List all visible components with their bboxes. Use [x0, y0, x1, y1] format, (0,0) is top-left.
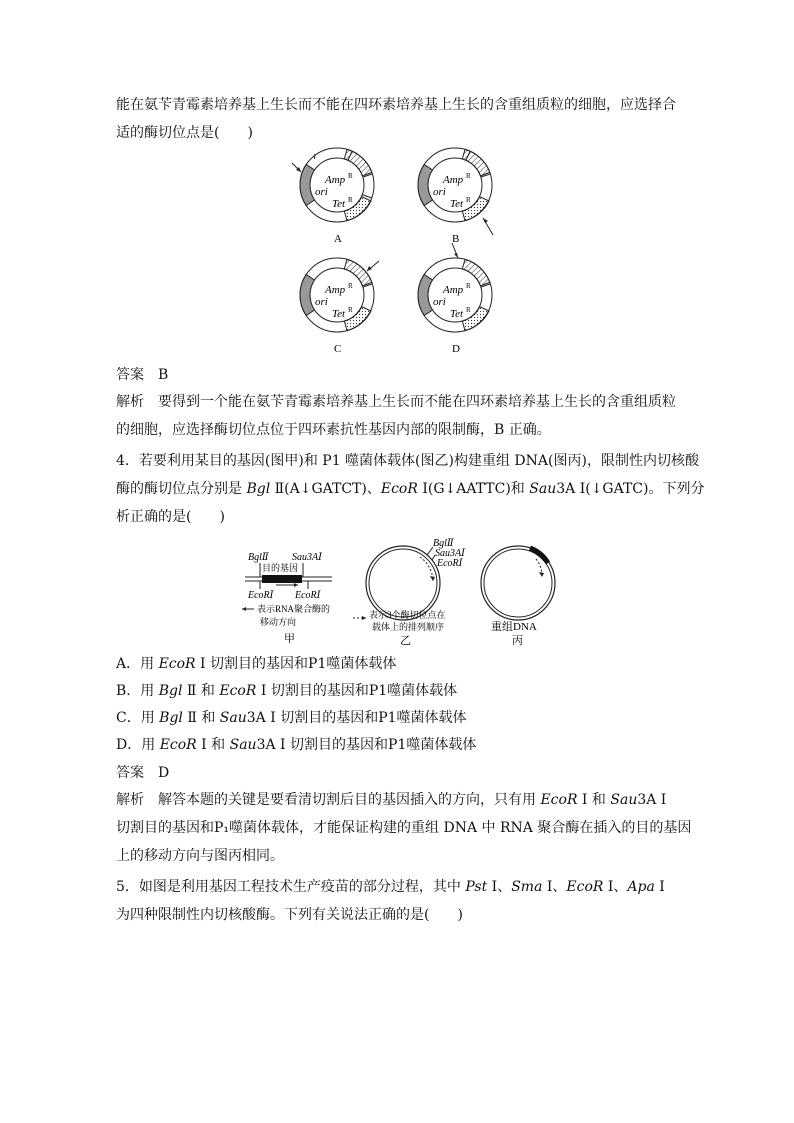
plasmid-d	[418, 243, 492, 332]
amp-label: Amp	[325, 174, 346, 186]
q3-analysis-line2: 的细胞，应选择酶切位点位于四环素抗性基因内部的限制酶，B 正确。	[116, 422, 551, 438]
svg-text:R: R	[466, 196, 471, 204]
plasmid-a	[292, 148, 374, 222]
svg-text:丙: 丙	[512, 635, 523, 647]
svg-text:R: R	[348, 306, 353, 314]
svg-text:EcoRⅠ: EcoRⅠ	[437, 558, 463, 569]
svg-text:R: R	[466, 172, 471, 180]
svg-text:Sau3AⅠ: Sau3AⅠ	[435, 548, 466, 559]
q4-option-d[interactable]: D．用 EcoR Ⅰ 和 Sau3A Ⅰ 切割目的基因和P1噬菌体载体	[116, 737, 477, 753]
svg-text:ori: ori	[433, 186, 446, 198]
q4-option-a[interactable]: A．用 EcoR Ⅰ 切割目的基因和P1噬菌体载体	[116, 656, 397, 672]
tet-label: Tet	[332, 198, 346, 210]
tet-sup: R	[348, 196, 353, 204]
svg-text:Amp: Amp	[443, 284, 464, 296]
svg-text:甲: 甲	[284, 633, 295, 645]
q4-analysis-line3: 上的移动方向与图丙相同。	[116, 848, 284, 864]
q5-stem-line2: 为四种限制性内切核酸酶。下列有关说法正确的是( )	[116, 907, 463, 923]
caption-a: A	[334, 233, 342, 245]
svg-text:R: R	[466, 282, 471, 290]
svg-text:表示3个酶切位点在: 表示3个酶切位点在	[369, 610, 446, 620]
q4-stem-line3: 析正确的是( )	[116, 509, 225, 525]
analysis-label: 解析	[116, 394, 144, 410]
q4-answer: 答案 D	[116, 765, 170, 781]
svg-text:载体上的排列顺序: 载体上的排列顺序	[372, 622, 445, 632]
svg-text:Tet: Tet	[450, 198, 464, 210]
q4-figure	[240, 533, 560, 648]
fig-yi	[353, 538, 466, 647]
svg-text:BglⅡ: BglⅡ	[248, 552, 269, 563]
svg-text:Tet: Tet	[332, 308, 346, 320]
plasmid-b	[418, 148, 493, 235]
svg-text:表示RNA聚合酶的: 表示RNA聚合酶的	[257, 604, 331, 614]
svg-text:BglⅡ: BglⅡ	[433, 538, 454, 549]
answer-label: 答案	[116, 367, 144, 383]
plasmid-figure-grid	[280, 145, 520, 360]
q3-stem-line2: 适的酶切位点是( )	[116, 125, 253, 141]
q4-option-c[interactable]: C．用 Bgl Ⅱ 和 Sau3A Ⅰ 切割目的基因和P1噬菌体载体	[116, 710, 467, 726]
q4-stem-line2: 酶的酶切位点分别是 Bgl Ⅱ(A↓GATCT)、EcoR Ⅰ(G↓AATTC)和 Sau3A Ⅰ(↓GATC)。下列分	[116, 481, 705, 497]
svg-text:Tet: Tet	[450, 308, 464, 320]
svg-text:R: R	[348, 282, 353, 290]
caption-c: C	[334, 343, 342, 355]
q3-stem-line1: 能在氨苄青霉素培养基上生长而不能在四环素培养基上生长的含重组质粒的细胞，应选择合	[116, 97, 676, 113]
svg-text:重组DNA: 重组DNA	[491, 621, 537, 633]
caption-b: B	[452, 233, 460, 245]
svg-text:ori: ori	[433, 296, 446, 308]
plasmid-c	[300, 258, 379, 332]
amp-sup: R	[348, 172, 353, 180]
svg-text:EcoRⅠ: EcoRⅠ	[248, 590, 274, 601]
fig-jia	[242, 552, 332, 645]
q5-stem-line1: 5．如图是利用基因工程技术生产疫苗的部分过程，其中 Pst Ⅰ、Sma Ⅰ、EcoR Ⅰ、Apa Ⅰ	[116, 879, 665, 895]
svg-text:Sau3AⅠ: Sau3AⅠ	[292, 552, 323, 563]
q4-analysis-line2: 切割目的基因和P₁噬菌体载体，才能保证构建的重组 DNA 中 RNA 聚合酶在插入的目的基因	[116, 820, 692, 836]
svg-text:R: R	[466, 306, 471, 314]
ori-label: ori	[315, 186, 328, 198]
q3-answer	[116, 366, 168, 384]
svg-text:Amp: Amp	[443, 174, 464, 186]
svg-text:ori: ori	[315, 296, 328, 308]
q3-analysis-line1: 解析 要得到一个能在氨苄青霉素培养基上生长而不能在四环素培养基上生长的含重组质粒	[116, 394, 676, 410]
svg-text:移动方向: 移动方向	[260, 617, 297, 627]
q4-stem-line1: 4．若要利用某目的基因(图甲)和 P1 噬菌体载体(图乙)构建重组 DNA(图丙)，限制性内切核酸	[116, 453, 699, 469]
answer-value: B	[158, 367, 169, 383]
svg-text:乙: 乙	[400, 635, 411, 647]
svg-text:Amp: Amp	[325, 284, 346, 296]
q4-analysis-line1: 解析 解答本题的关键是要看清切割后目的基因插入的方向，只有用 EcoR Ⅰ 和 Sau3A Ⅰ	[116, 792, 667, 808]
caption-d: D	[452, 343, 460, 355]
q4-option-b[interactable]: B．用 Bgl Ⅱ 和 EcoR Ⅰ 切割目的基因和P1噬菌体载体	[116, 683, 458, 699]
svg-text:目的基因: 目的基因	[262, 563, 299, 573]
fig-bing	[481, 546, 555, 647]
svg-text:EcoRⅠ: EcoRⅠ	[295, 590, 321, 601]
